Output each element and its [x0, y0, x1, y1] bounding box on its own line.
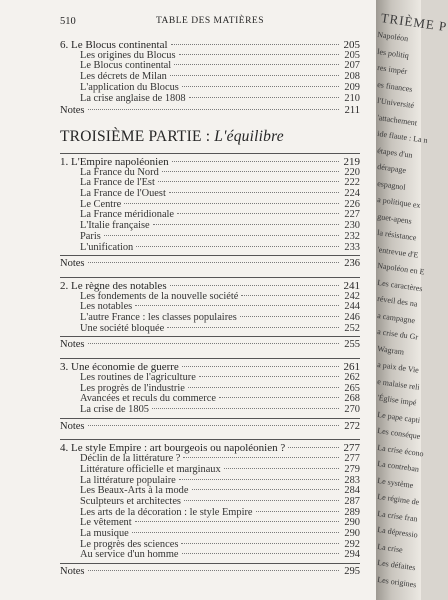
entry-label: Littérature officielle et marginaux — [80, 463, 221, 475]
entry-label: Le vêtement — [80, 517, 132, 529]
page-ref: 289 — [344, 506, 360, 518]
facing-page-line: réveil des na — [376, 294, 419, 309]
entry-label: La crise de 1805 — [80, 403, 149, 415]
page-number: 510 — [60, 16, 76, 27]
entry-label: L'autre France : les classes populaires — [80, 312, 237, 324]
dot-leader — [174, 64, 339, 65]
entry-label: L'unification — [80, 241, 134, 253]
dot-leader — [181, 543, 339, 544]
chapter-title: 6. Le Blocus continental — [60, 39, 168, 51]
facing-page-line: étapes d'un — [376, 145, 414, 160]
page-ref: 208 — [344, 71, 360, 83]
facing-page-line: es finances — [376, 79, 413, 94]
page-ref: 287 — [344, 495, 360, 507]
toc-entry — [60, 232, 360, 243]
dot-leader — [88, 425, 340, 426]
entry-label: Les décrets de Milan — [80, 71, 167, 83]
toc-entry — [60, 373, 360, 384]
part-heading — [60, 127, 360, 147]
facing-page-line: La crise fran — [376, 508, 419, 524]
facing-page-line: ide flaute : La n — [376, 129, 429, 145]
divider — [60, 277, 360, 278]
dot-leader — [170, 285, 339, 286]
page-ref: 224 — [344, 188, 360, 200]
entry-label: La littérature populaire — [80, 474, 176, 486]
page-ref: 252 — [344, 322, 360, 334]
facing-page-line: a paix de Vie — [376, 360, 420, 375]
page-ref: 292 — [344, 538, 360, 550]
notes-label: Notes — [60, 566, 85, 578]
page-ref: 226 — [344, 198, 360, 210]
entry-label: Les fondements de la nouvelle société — [80, 290, 239, 302]
dot-leader — [124, 203, 339, 204]
dot-leader — [136, 246, 339, 247]
facing-page-line: Napoléon en E — [376, 261, 426, 277]
notes-label: Notes — [60, 258, 85, 270]
page-ref: 205 — [344, 49, 360, 61]
facing-page-line: Les défaites — [376, 558, 417, 573]
dot-leader — [88, 109, 340, 110]
facing-page-line: res impér — [376, 63, 408, 77]
toc-entry — [60, 94, 360, 105]
dot-leader — [162, 171, 339, 172]
dot-leader — [132, 532, 339, 533]
entry-label: Les Beaux-Arts à la mode — [80, 485, 189, 497]
page-ref: 262 — [344, 371, 360, 383]
toc-entry — [60, 324, 360, 335]
facing-page-line: La crise — [376, 541, 404, 554]
page-ref: 219 — [343, 155, 360, 168]
page-ref: 246 — [344, 312, 360, 324]
facing-page-line: les politiq — [376, 46, 410, 60]
page-ref: 279 — [344, 463, 360, 475]
facing-page-line: Les caractères — [376, 277, 424, 293]
facing-page-line: Le système — [376, 475, 414, 490]
facing-page-line: Les conséque — [376, 426, 421, 441]
page-ref: 265 — [344, 382, 360, 394]
part-title: TROISIÈME PARTIE : — [60, 127, 211, 145]
page-ref: 242 — [344, 290, 360, 302]
dot-leader — [240, 316, 339, 317]
entry-label: Le progrès des sciences — [80, 538, 179, 550]
facing-page-line: a crise du Gr — [376, 327, 419, 342]
toc-entry — [60, 550, 360, 561]
dot-leader — [199, 376, 339, 377]
page-ref: 295 — [344, 566, 360, 578]
notes-row — [60, 340, 360, 351]
page-ref: 241 — [343, 279, 360, 292]
page-ref: 230 — [344, 220, 360, 232]
entry-label: Les progrès de l'industrie — [80, 382, 185, 394]
divider — [60, 255, 360, 256]
facing-page-line: Napoléon — [376, 30, 409, 44]
toc-entry — [60, 243, 360, 254]
page-ref: 268 — [344, 393, 360, 405]
dot-leader — [182, 86, 339, 87]
dot-leader — [188, 387, 339, 388]
page-ref: 290 — [344, 517, 360, 529]
dot-leader — [135, 305, 339, 306]
facing-page-line: La contreban — [376, 459, 420, 474]
dot-leader — [158, 181, 339, 182]
page-ref: 205 — [343, 39, 360, 51]
page-ref: 290 — [344, 528, 360, 540]
page-ref: 211 — [344, 105, 360, 117]
page-ref: 272 — [344, 420, 360, 432]
page-ref: 232 — [344, 230, 360, 242]
dot-leader — [88, 343, 340, 344]
facing-page-line: 'attachement — [376, 112, 418, 127]
toc-entry — [60, 405, 360, 416]
facing-page-line: la résistance — [376, 228, 417, 243]
page-ref: 207 — [344, 60, 360, 72]
facing-page-line: espagnol — [376, 178, 407, 192]
divider — [60, 563, 360, 564]
page-ref: 284 — [344, 485, 360, 497]
facing-page-line: Le régime de — [376, 492, 420, 507]
entry-label: Le Centre — [80, 198, 122, 210]
entry-label: La France du Nord — [80, 166, 159, 178]
table-of-contents — [60, 40, 360, 578]
notes-label: Notes — [60, 339, 85, 351]
dot-leader — [219, 397, 339, 398]
page-ref: 277 — [343, 442, 360, 455]
dot-leader — [182, 366, 339, 367]
dot-leader — [135, 521, 339, 522]
chapter-title: 2. Le règne des notables — [60, 279, 167, 292]
dot-leader — [172, 161, 339, 162]
facing-page-line: Les origines — [376, 574, 417, 589]
entry-label: La musique — [80, 528, 129, 540]
dot-leader — [170, 75, 339, 76]
entry-label: L'Italie française — [80, 220, 150, 232]
notes-row — [60, 106, 360, 117]
dot-leader — [184, 500, 339, 501]
page-ref: 255 — [344, 339, 360, 351]
entry-label: La France méridionale — [80, 209, 175, 221]
chapter-title: 3. Une économie de guerre — [60, 361, 179, 374]
dot-leader — [88, 570, 340, 571]
dot-leader — [224, 468, 339, 469]
entry-label: Avancées et reculs du commerce — [80, 393, 216, 405]
chapter-title: 4. Le style Empire : art bourgeois ou napoléonien ? — [60, 442, 286, 455]
page-ref: 244 — [344, 301, 360, 313]
entry-label: La France de l'Est — [80, 177, 155, 189]
page-header — [60, 16, 360, 30]
entry-label: Sculpteurs et architectes — [80, 495, 181, 507]
dot-leader — [183, 457, 339, 458]
facing-page-line: Wagram — [376, 343, 405, 357]
entry-label: Les arts de la décoration : le style Empire — [80, 506, 253, 518]
facing-page-line: 'entrevue d'E — [376, 244, 419, 260]
page-ref: 233 — [344, 241, 360, 253]
dot-leader — [179, 54, 339, 55]
entry-label: Le Blocus continental — [80, 60, 172, 72]
dot-leader — [88, 262, 340, 263]
facing-page-heading: TRIÈME P — [379, 10, 448, 35]
entry-label: La crise anglaise de 1808 — [80, 92, 186, 104]
dot-leader — [241, 295, 339, 296]
dot-leader — [179, 479, 339, 480]
page-ref: 236 — [344, 258, 360, 270]
notes-label: Notes — [60, 105, 85, 117]
dot-leader — [153, 224, 339, 225]
dot-leader — [288, 447, 339, 448]
entry-label: L'application du Blocus — [80, 81, 179, 93]
page-ref: 222 — [344, 177, 360, 189]
facing-page-line: a campagne — [376, 310, 416, 325]
dot-leader — [167, 327, 339, 328]
running-title: TABLE DES MATIÈRES — [156, 16, 264, 26]
toc-entry — [60, 83, 360, 94]
part-subtitle: L'équilibre — [214, 127, 284, 145]
facing-page-edge — [376, 0, 448, 600]
facing-page-line: dérapage — [376, 162, 407, 175]
facing-page-line: La crise écono — [376, 442, 425, 458]
facing-page-line: l'Université — [376, 96, 415, 111]
dot-leader — [256, 511, 339, 512]
entry-label: Une société bloquée — [80, 322, 165, 334]
toc-entry — [60, 221, 360, 232]
divider — [60, 358, 360, 359]
page-ref: 283 — [344, 474, 360, 486]
dot-leader — [171, 44, 339, 45]
page-ref: 270 — [344, 403, 360, 415]
entry-label: Les origines du Blocus — [80, 49, 176, 61]
divider — [60, 439, 360, 440]
page-ref: 210 — [344, 92, 360, 104]
page-ref: 294 — [344, 549, 360, 561]
facing-page-line: a politique ex — [376, 195, 422, 210]
divider — [60, 153, 360, 154]
toc-entry — [60, 465, 360, 476]
notes-label: Notes — [60, 420, 85, 432]
facing-page-line: Le pape capti — [376, 409, 421, 425]
facing-page-line: e malaise reli — [376, 376, 421, 392]
page-ref: 209 — [344, 81, 360, 93]
notes-row — [60, 422, 360, 433]
dot-leader — [177, 213, 339, 214]
facing-page-line: La dépressio — [376, 525, 419, 540]
dot-leader — [192, 489, 340, 490]
dot-leader — [169, 192, 339, 193]
entry-label: Paris — [80, 230, 101, 242]
facing-page-line: guet-apens — [376, 211, 413, 226]
dot-leader — [152, 408, 339, 409]
page-ref: 220 — [344, 166, 360, 178]
dot-leader — [189, 97, 339, 98]
page-ref: 277 — [344, 453, 360, 465]
entry-label: La France de l'Ouest — [80, 188, 166, 200]
dot-leader — [182, 553, 339, 554]
divider — [60, 418, 360, 419]
facing-page-line: 'Église impé — [376, 393, 418, 408]
toc-entry — [60, 497, 360, 508]
entry-label: Les routines de l'agriculture — [80, 371, 196, 383]
entry-label: Déclin de la littérature ? — [80, 453, 181, 465]
divider — [60, 336, 360, 337]
entry-label: Au service d'un homme — [80, 549, 179, 561]
page-ref: 261 — [343, 361, 360, 374]
dot-leader — [104, 235, 339, 236]
entry-label: Les notables — [80, 301, 133, 313]
notes-row — [60, 567, 360, 578]
notes-row — [60, 259, 360, 270]
chapter-title: 1. L'Empire napoléonien — [60, 155, 169, 168]
page-ref: 227 — [344, 209, 360, 221]
